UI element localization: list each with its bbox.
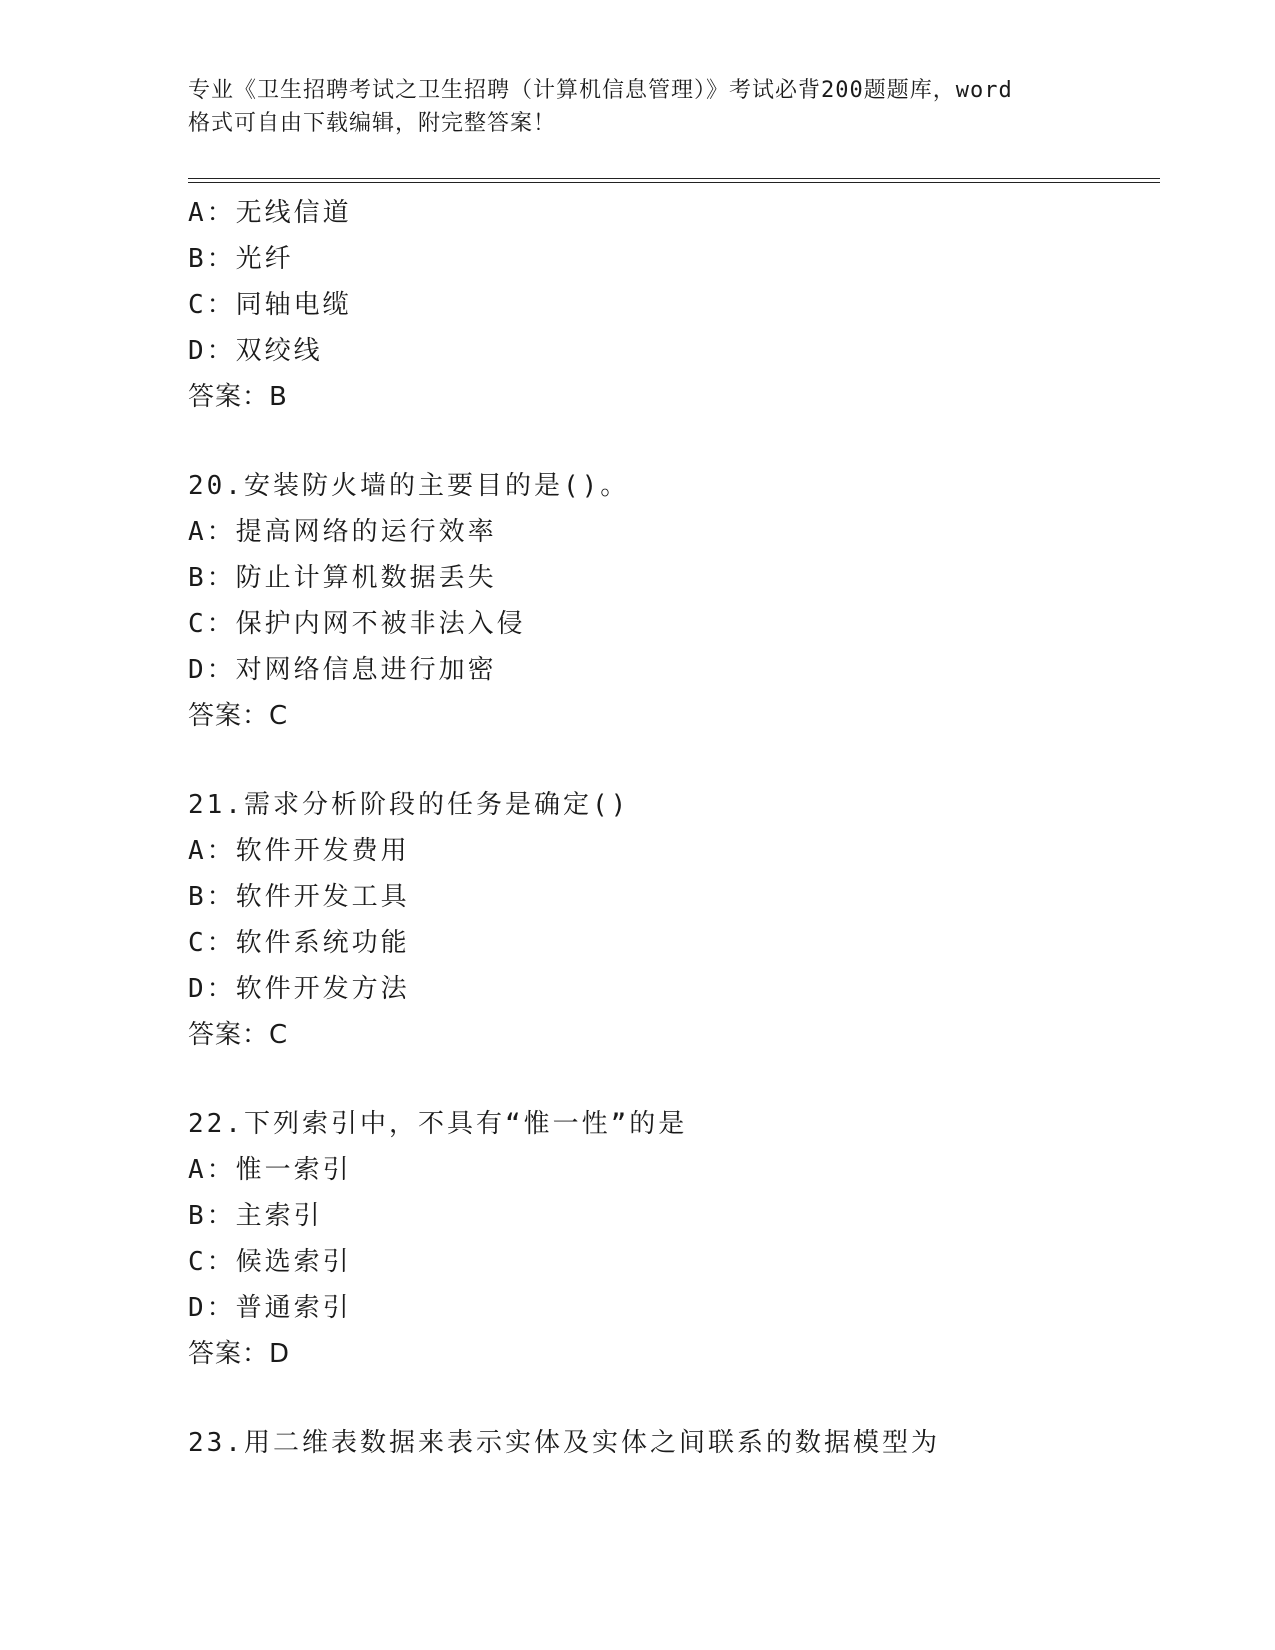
option-a: A：惟一索引 [188,1155,352,1185]
question-text: 23.用二维表数据来表示实体及实体之间联系的数据模型为 [188,1428,940,1458]
option-a: A：软件开发费用 [188,836,410,866]
header-divider [188,178,1160,183]
header-line-1: 专业《卫生招聘考试之卫生招聘（计算机信息管理）》考试必背200题题库，word [188,78,1013,103]
option-d: D：软件开发方法 [188,974,410,1004]
option-b: B：光纤 [188,244,294,274]
question-block-21 [188,782,1168,1058]
option-c: C：候选索引 [188,1247,352,1277]
answer: 答案：B [188,382,288,412]
question-text: 21.需求分析阶段的任务是确定() [188,790,630,820]
option-b: B：主索引 [188,1201,323,1231]
question-list [188,190,1168,1466]
question-block-23 [188,1420,1168,1466]
option-d: D：普通索引 [188,1293,352,1323]
option-a: A：提高网络的运行效率 [188,517,497,547]
question-block-19 [188,190,1168,420]
header-line-2: 格式可自由下载编辑，附完整答案！ [188,111,557,136]
answer: 答案：C [188,701,289,731]
option-b: B：软件开发工具 [188,882,410,912]
option-b: B：防止计算机数据丢失 [188,563,497,593]
question-text: 22.下列索引中，不具有“惟一性”的是 [188,1109,688,1139]
question-text: 20.安装防火墙的主要目的是()。 [188,471,630,501]
document-header [188,74,1128,140]
option-d: D：对网络信息进行加密 [188,655,497,685]
option-c: C：软件系统功能 [188,928,410,958]
option-c: C：同轴电缆 [188,290,352,320]
question-block-20 [188,463,1168,739]
option-c: C：保护内网不被非法入侵 [188,609,526,639]
option-d: D：双绞线 [188,336,323,366]
question-block-22 [188,1101,1168,1377]
option-a: A：无线信道 [188,198,352,228]
answer: 答案：C [188,1020,289,1050]
answer: 答案：D [188,1339,291,1369]
